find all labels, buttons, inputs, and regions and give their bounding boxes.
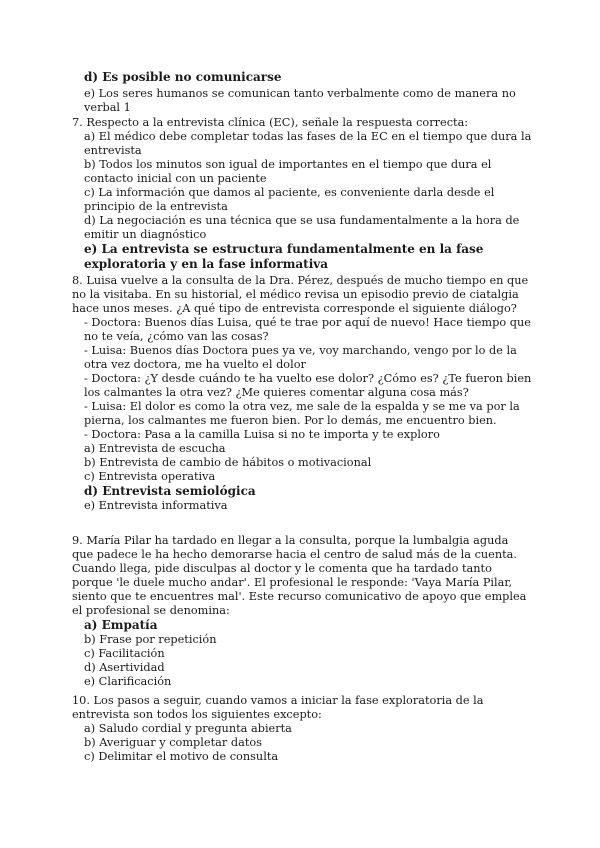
question-8-stem: 8. Luisa vuelve a la consulta de la Dra. Pérez, después de mucho tiempo en que no la visitaba. En su historial, el médico revisa un episodio previo de ciatalgia hace unos meses. ¿A qué tipo de entrevista corresponde el siguiente diálogo? [72, 274, 529, 315]
option-8e: e) Entrevista informativa [84, 498, 228, 512]
option-7a: a) El médico debe completar todas las fases de la EC en el tiempo que dura la entrevista [84, 130, 532, 157]
option-10a: a) Saludo cordial y pregunta abierta [84, 722, 292, 735]
option-7d: d) La negociación es una técnica que se usa fundamentalmente a la hora de emitir un diagnóstico [84, 214, 520, 241]
option-7c: c) La información que damos al paciente, es conveniente darla desde el principio de la entrevista [84, 186, 495, 213]
option-9d: d) Asertividad [84, 660, 165, 674]
question-7-stem: 7. Respecto a la entrevista clínica (EC), señale la respuesta correcta: [72, 116, 469, 129]
option-6d: d) Es posible no comunicarse [84, 70, 282, 84]
option-9b: b) Frase por repetición [84, 632, 217, 646]
option-10b: b) Averiguar y completar datos [84, 736, 262, 749]
question-10 [72, 694, 532, 764]
option-9c: c) Facilitación [84, 646, 165, 660]
option-8d: d) Entrevista semiológica [84, 484, 256, 498]
option-6e: e) Los seres humanos se comunican tanto verbalmente como de manera no verbal 1 [84, 86, 516, 114]
dialogue-line-2: - Luisa: Buenos días Doctora pues ya ve, voy marchando, vengo por lo de la otra vez doctora, me ha vuelto el dolor [84, 344, 517, 371]
option-9a: a) Empatía [84, 618, 158, 632]
question-9-stem: 9. María Pilar ha tardado en llegar a la consulta, porque la lumbalgia aguda que padece le ha hecho demorarse hacia el centro de salud más de la cuenta. Cuando llega, pide disculpas al doctor y le comenta que ha tardado tanto porque 'le duele mucho andar'. El profesional le responde: 'Vaya María Pilar, siento que te encuentres mal'. Este recurso comunicativo de apoyo que emplea el profesional se denomina: [72, 534, 527, 617]
dialogue-line-1: - Doctora: Buenos días Luisa, qué te trae por aquí de nuevo! Hace tiempo que no te veía, ¿cómo van las cosas? [84, 316, 531, 343]
option-7e: e) La entrevista se estructura fundamentalmente en la fase exploratoria y en la fase informativa [84, 242, 484, 271]
option-9e: e) Clarificación [84, 674, 172, 688]
question-9 [72, 534, 532, 689]
question-10-stem: 10. Los pasos a seguir, cuando vamos a iniciar la fase exploratoria de la entrevista son todos los siguientes excepto: [72, 694, 484, 721]
question-6-tail [72, 70, 532, 115]
dialogue-line-3: - Doctora: ¿Y desde cuándo te ha vuelto ese dolor? ¿Cómo es? ¿Te fueron bien los calmantes la otra vez? ¿Me quieres comentar alguna cosa más? [84, 372, 532, 399]
option-8a: a) Entrevista de escucha [84, 442, 226, 455]
dialogue-line-4: - Luisa: El dolor es como la otra vez, me sale de la espalda y se me va por la pierna, los calmantes me fueron bien. Por lo demás, me encuentro bien. [84, 400, 520, 427]
question-8 [72, 274, 532, 513]
option-10c: c) Delimitar el motivo de consulta [84, 750, 279, 763]
dialogue-line-5: - Doctora: Pasa a la camilla Luisa si no te importa y te exploro [84, 428, 440, 441]
option-7b: b) Todos los minutos son igual de importantes en el tiempo que dura el contacto inicial con un paciente [84, 158, 492, 185]
option-8b: b) Entrevista de cambio de hábitos o motivacional [84, 456, 372, 469]
option-8c: c) Entrevista operativa [84, 470, 216, 483]
question-7 [72, 116, 532, 271]
